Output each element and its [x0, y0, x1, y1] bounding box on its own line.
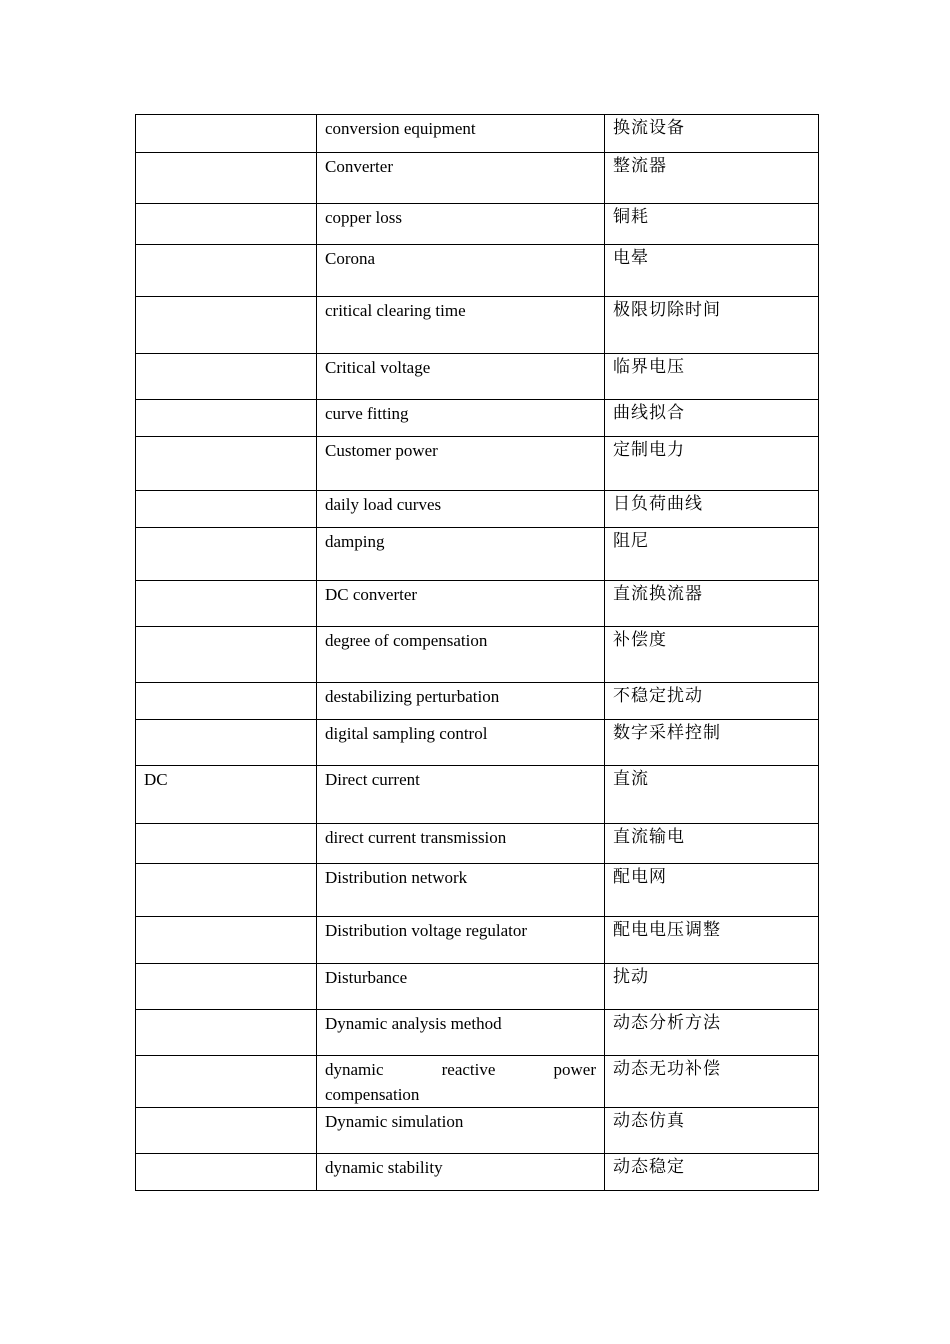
table-row [136, 1154, 819, 1191]
abbreviation-cell [136, 1108, 317, 1154]
abbreviation-cell [136, 627, 317, 683]
table-row [136, 245, 819, 297]
abbreviation-cell [136, 683, 317, 720]
chinese-term-cell: 极限切除时间 [605, 297, 819, 354]
chinese-term-cell: 铜耗 [605, 204, 819, 245]
abbreviation-cell [136, 1056, 317, 1108]
table-row [136, 627, 819, 683]
chinese-term-cell: 临界电压 [605, 354, 819, 400]
chinese-term-cell: 动态分析方法 [605, 1010, 819, 1056]
english-term-cell: Distribution network [317, 864, 605, 917]
abbreviation-cell [136, 528, 317, 581]
table-row [136, 1010, 819, 1056]
abbreviation-cell [136, 437, 317, 491]
table-row [136, 581, 819, 627]
table-row [136, 400, 819, 437]
english-term-cell: curve fitting [317, 400, 605, 437]
chinese-term-cell: 数字采样控制 [605, 720, 819, 766]
chinese-term-cell: 直流换流器 [605, 581, 819, 627]
abbreviation-cell [136, 245, 317, 297]
table-row [136, 437, 819, 491]
chinese-term-cell: 直流输电 [605, 824, 819, 864]
table-row [136, 824, 819, 864]
chinese-term-cell: 配电网 [605, 864, 819, 917]
table-row [136, 917, 819, 964]
table-row [136, 683, 819, 720]
english-term-cell: destabilizing perturbation [317, 683, 605, 720]
table-row [136, 297, 819, 354]
abbreviation-cell [136, 917, 317, 964]
english-term-cell: Distribution voltage regulator [317, 917, 605, 964]
table-row [136, 964, 819, 1010]
chinese-term-cell: 曲线拟合 [605, 400, 819, 437]
abbreviation-cell [136, 720, 317, 766]
english-term-cell: Critical voltage [317, 354, 605, 400]
chinese-term-cell: 动态无功补偿 [605, 1056, 819, 1108]
table-row [136, 720, 819, 766]
chinese-term-cell: 日负荷曲线 [605, 491, 819, 528]
abbreviation-cell [136, 864, 317, 917]
chinese-term-cell: 动态仿真 [605, 1108, 819, 1154]
english-term-cell: Corona [317, 245, 605, 297]
table-row [136, 491, 819, 528]
chinese-term-cell: 整流器 [605, 153, 819, 204]
table-row [136, 766, 819, 824]
glossary-table [135, 114, 819, 1191]
abbreviation-cell [136, 581, 317, 627]
english-term-cell: Dynamic simulation [317, 1108, 605, 1154]
table-row [136, 528, 819, 581]
abbreviation-cell [136, 297, 317, 354]
table-row [136, 1056, 819, 1108]
english-term-cell [317, 1056, 605, 1108]
abbreviation-cell [136, 153, 317, 204]
english-term-cell: Dynamic analysis method [317, 1010, 605, 1056]
english-term-cell: direct current transmission [317, 824, 605, 864]
chinese-term-cell: 配电电压调整 [605, 917, 819, 964]
abbreviation-cell [136, 824, 317, 864]
english-term-cell: Converter [317, 153, 605, 204]
english-term-cell: Disturbance [317, 964, 605, 1010]
english-term-cell: DC converter [317, 581, 605, 627]
table-row [136, 354, 819, 400]
table-row [136, 153, 819, 204]
chinese-term-cell: 阻尼 [605, 528, 819, 581]
chinese-term-cell: 补偿度 [605, 627, 819, 683]
table-row [136, 864, 819, 917]
english-term-cell: daily load curves [317, 491, 605, 528]
english-term-cell: digital sampling control [317, 720, 605, 766]
abbreviation-cell [136, 204, 317, 245]
chinese-term-cell: 动态稳定 [605, 1154, 819, 1191]
chinese-term-cell: 换流设备 [605, 115, 819, 153]
abbreviation-cell [136, 1154, 317, 1191]
chinese-term-cell: 不稳定扰动 [605, 683, 819, 720]
english-term-cell: Direct current [317, 766, 605, 824]
abbreviation-cell [136, 115, 317, 153]
table-row [136, 204, 819, 245]
english-term-cell: degree of compensation [317, 627, 605, 683]
chinese-term-cell: 定制电力 [605, 437, 819, 491]
abbreviation-cell [136, 964, 317, 1010]
english-term-cell: copper loss [317, 204, 605, 245]
english-term-line: dynamic reactive power [325, 1060, 596, 1079]
chinese-term-cell: 直流 [605, 766, 819, 824]
english-term-cell: damping [317, 528, 605, 581]
abbreviation-cell: DC [136, 766, 317, 824]
english-term-line: compensation [325, 1085, 420, 1104]
abbreviation-cell [136, 491, 317, 528]
table-row [136, 115, 819, 153]
chinese-term-cell: 电晕 [605, 245, 819, 297]
english-term-cell: critical clearing time [317, 297, 605, 354]
table-row [136, 1108, 819, 1154]
english-term-cell: Customer power [317, 437, 605, 491]
abbreviation-cell [136, 354, 317, 400]
english-term-cell: conversion equipment [317, 115, 605, 153]
chinese-term-cell: 扰动 [605, 964, 819, 1010]
abbreviation-cell [136, 1010, 317, 1056]
abbreviation-cell [136, 400, 317, 437]
english-term-cell: dynamic stability [317, 1154, 605, 1191]
